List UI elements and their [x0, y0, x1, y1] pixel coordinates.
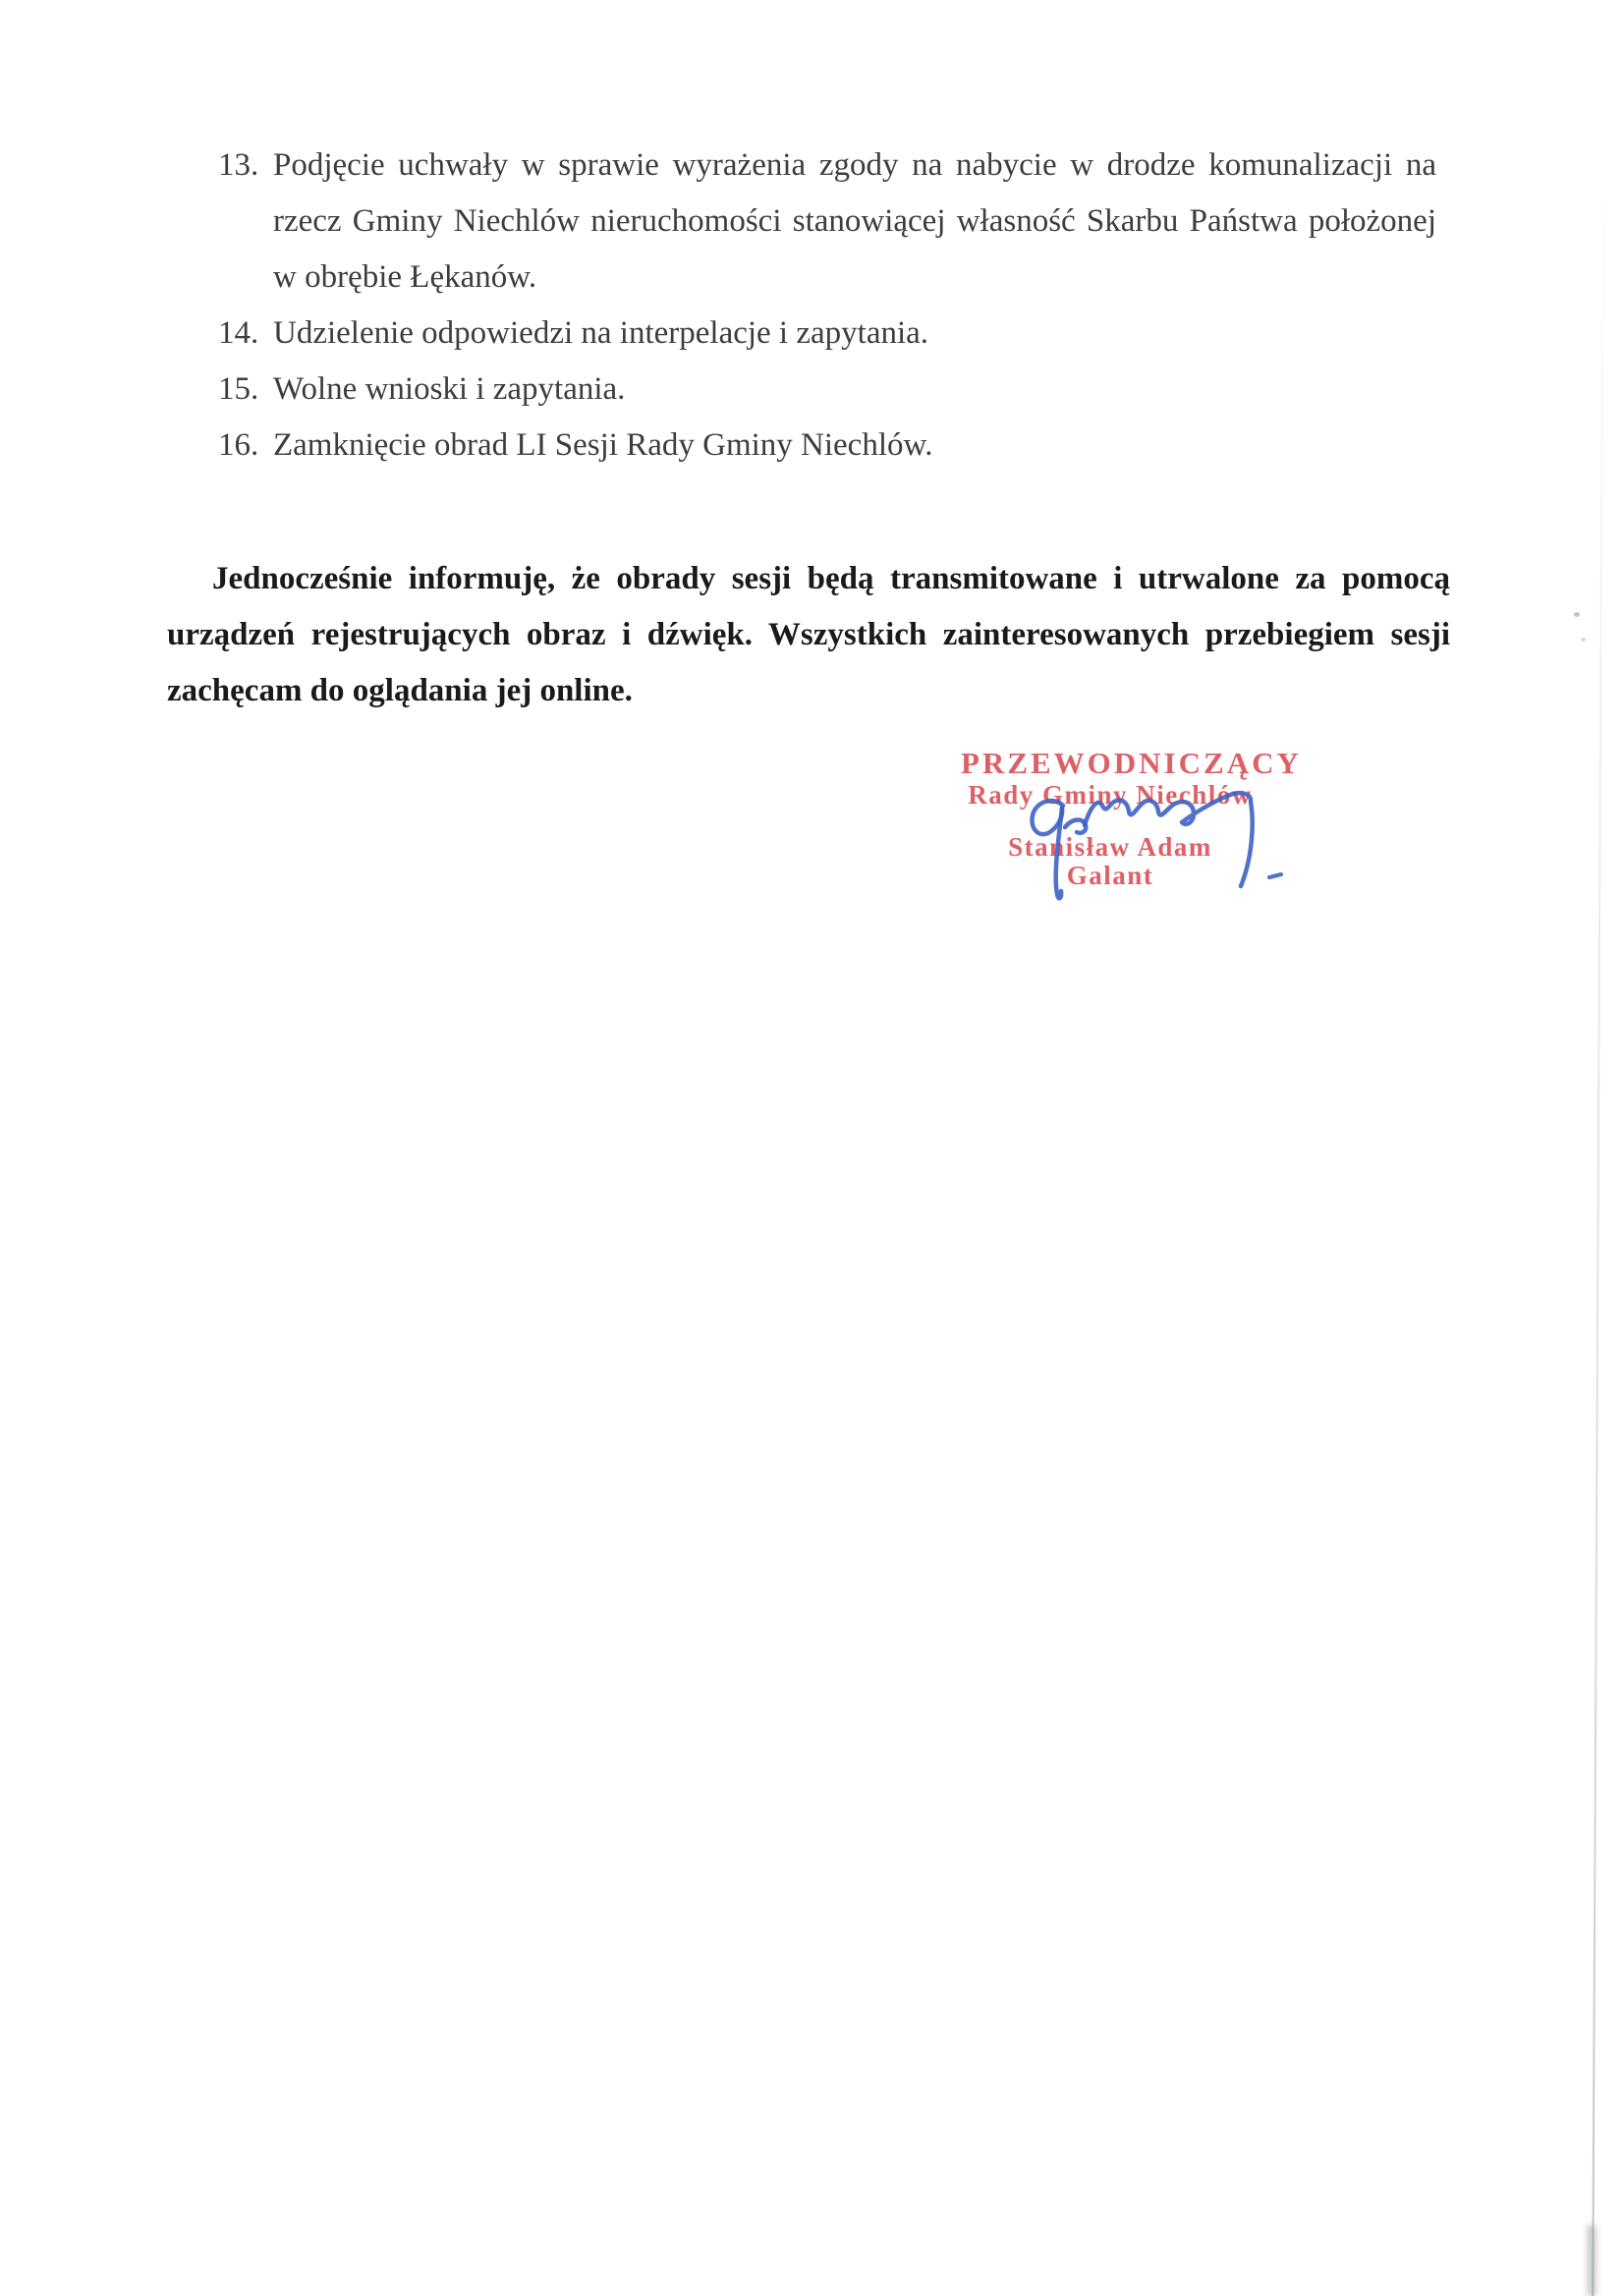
scan-speck: [1581, 638, 1586, 642]
handwritten-signature: [1002, 776, 1287, 924]
agenda-item-number: 13.: [218, 147, 259, 183]
agenda-item-text: Podjęcie uchwały w sprawie wyrażenia zgody na nabycie w drodze komunalizacji na rzecz Gminy Niechlów nieruchomości stanowiącej własność Skarbu Państwa położonej w obrębie Łękanów.: [273, 147, 1436, 295]
agenda-item-text: Wolne wnioski i zapytania.: [273, 371, 626, 407]
agenda-item-16: [218, 418, 1436, 474]
agenda-item-13: [218, 138, 1436, 306]
stamp-title: PRZEWODNICZĄCY: [961, 746, 1302, 780]
closing-paragraph: Jednocześnie informuję, że obrady sesji będą transmitowane i utrwalone za pomocą urządzeń rejestrujących obraz i dźwięk. Wszystkich zainteresowanych przebiegiem sesji zachęcam do oglądania jej online.: [167, 561, 1450, 708]
agenda-item-number: 16.: [218, 427, 259, 463]
scan-speck: [1574, 612, 1580, 617]
scan-edge-line: [1592, 128, 1604, 2296]
stamp-name: Stanisław Adam Galant: [1008, 832, 1212, 890]
agenda-item-14: [218, 306, 1436, 362]
stamp-subtitle: Rady Gminy Niechlów: [968, 780, 1253, 810]
agenda-item-text: Udzielenie odpowiedzi na interpelacje i zapytania.: [273, 315, 929, 351]
agenda-item-text: Zamknięcie obrad LI Sesji Rady Gminy Niechlów.: [273, 427, 933, 463]
signature-ink-icon: [1002, 776, 1287, 924]
agenda-item-15: [218, 362, 1436, 418]
agenda-item-number: 15.: [218, 371, 259, 407]
agenda-item-number: 14.: [218, 315, 259, 351]
scan-edge-smudge: [1587, 2225, 1596, 2296]
agenda-list: [218, 138, 1436, 474]
